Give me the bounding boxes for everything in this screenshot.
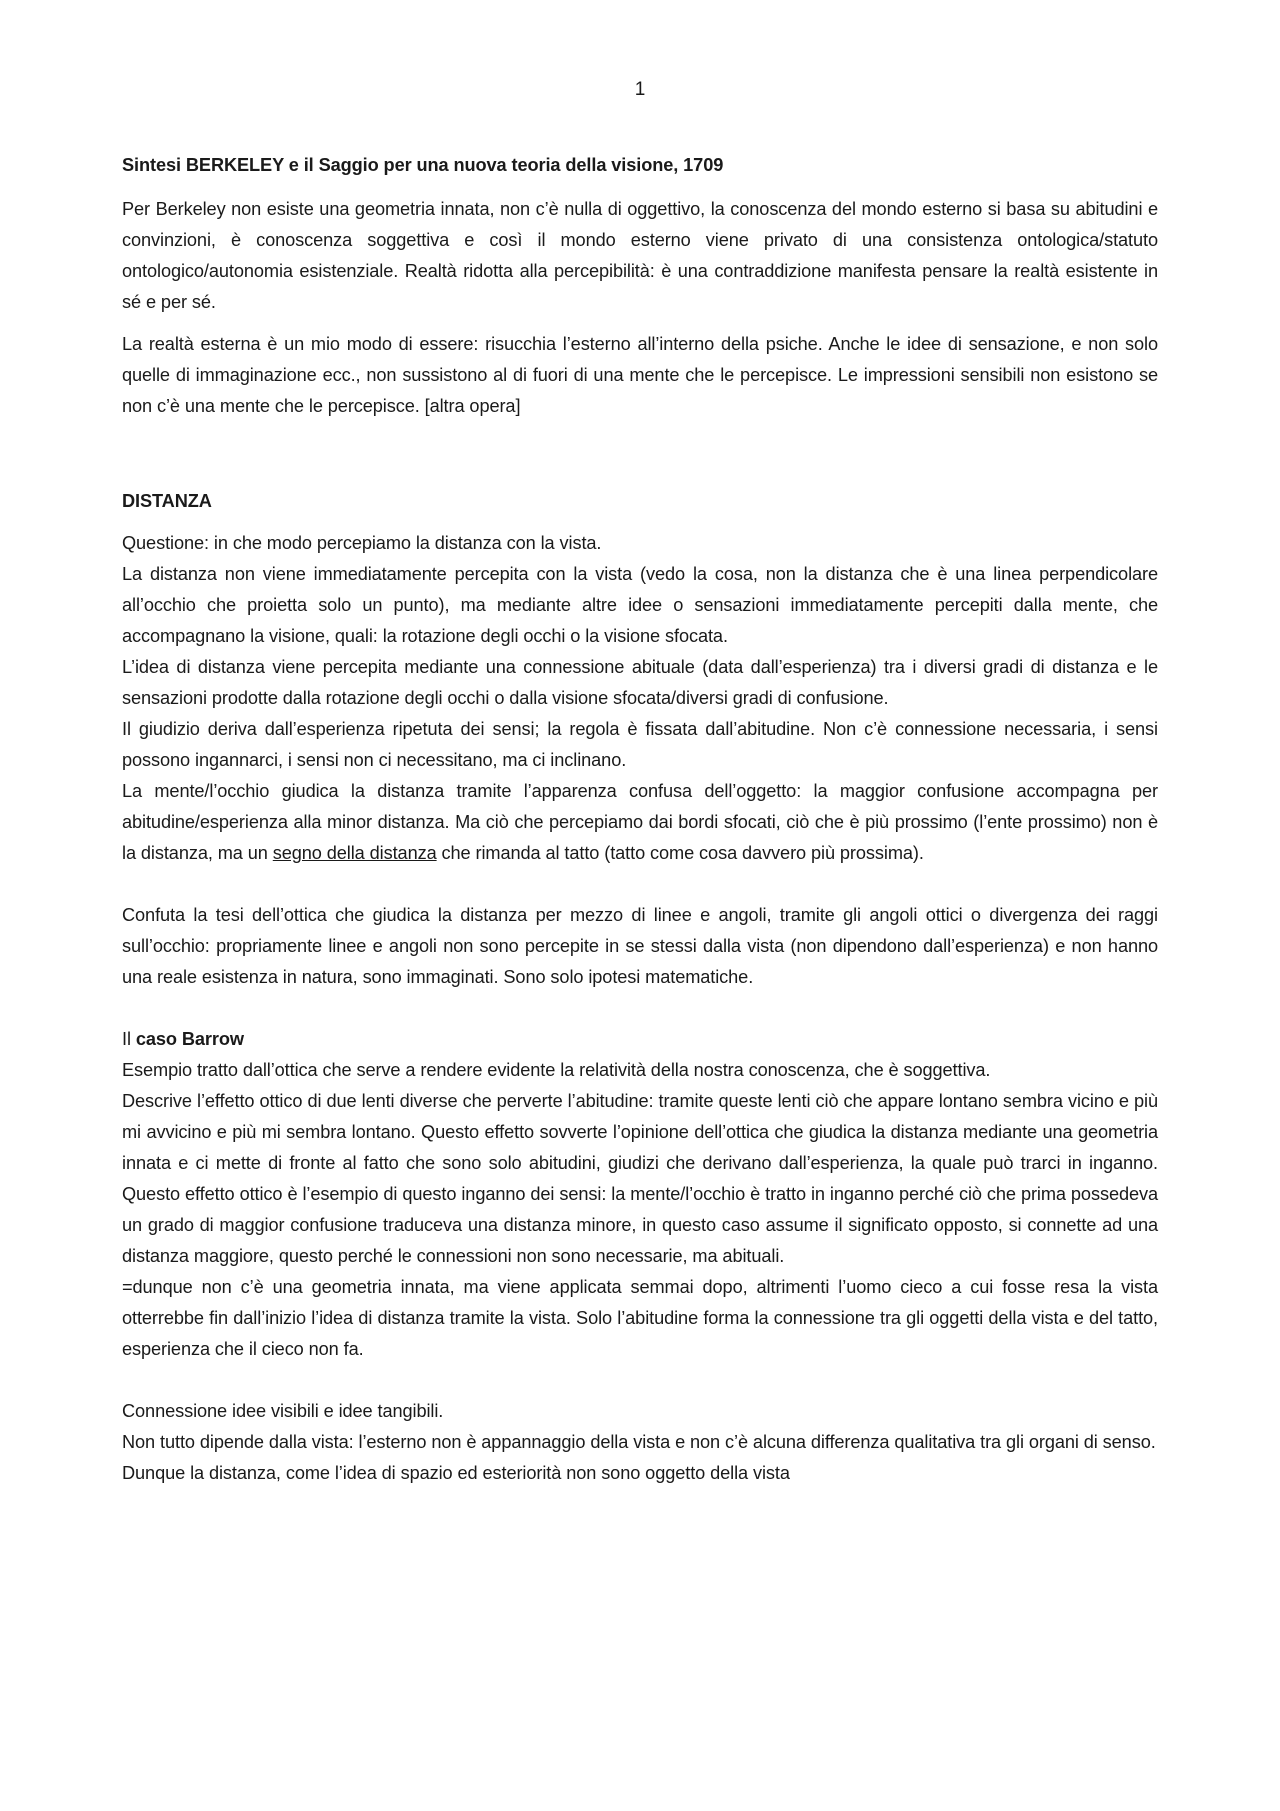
intro-paragraph-1: Per Berkeley non esiste una geometria innata, non c’è nulla di oggettivo, la conoscenza del mondo esterno si basa su abitudini e convinzioni, è conoscenza soggettiva e così il mondo esterno viene privato di una consistenza ontologica/statuto ontologico/autonomia esistenziale. Realtà ridotta alla percepibilità: è una contraddizione manifesta pensare la realtà esistente in sé e per sé. [122, 199, 1158, 312]
connessione-paragraph-1: Non tutto dipende dalla vista: l’esterno non è appannaggio della vista e non c’è alcuna differenza qualitativa tra gli organi di senso. Dunque la distanza, come l’idea di spazio ed esteriorità non sono oggetto della vista [122, 1432, 1156, 1483]
distanza-paragraph-3: Il giudizio deriva dall’esperienza ripetuta dei sensi; la regola è fissata dall’abitudine. Non c’è connessione necessaria, i sensi possono ingannarci, i sensi non ci necessitano, ma ci inclinano. [122, 719, 1158, 770]
distanza-paragraph-4-end: che rimanda al tatto (tatto come cosa davvero più prossima). [436, 843, 924, 863]
distanza-paragraph-4-text: La mente/l’occhio giudica la distanza tramite l’apparenza confusa dell’oggetto: la maggior confusione accompagna per abitudine/esperienza alla minor distanza. Ma ciò che percepiamo dai bordi sfocati, ciò che è più prossimo (l’ente prossimo) non è la distanza, ma un [122, 781, 1158, 863]
section-heading-connessione: Connessione idee visibili e idee tangibili. [122, 1401, 444, 1421]
page-number: 1 [634, 79, 646, 100]
distanza-question: Questione: in che modo percepiamo la distanza con la vista. [122, 533, 602, 553]
section-heading-distanza: DISTANZA [122, 491, 212, 511]
underlined-term: segno della distanza [272, 843, 437, 863]
barrow-paragraph-2: Descrive l’effetto ottico di due lenti diverse che perverte l’abitudine: tramite queste lenti ciò che appare lontano sembra vicino e più mi avvicino e più mi sembra lontano. Questo effetto sovverte l’opinione dell’ottica che giudica la distanza mediante una geometria innata e ci mette di fronte al fatto che sono solo abitudini, giudizi che derivano dall’esperienza, la quale può trarci in inganno. Questo effetto ottico è l’esempio di questo inganno dei sensi: la mente/l’occhio è tratto in inganno perché ciò che prima possedeva un grado di maggior confusione traduceva una distanza minore, in questo caso assume il significato opposto, si connette ad una distanza maggiore, questo perché le connessioni non sono necessarie, ma abituali. [122, 1091, 1158, 1266]
intro-paragraph-2: La realtà esterna è un mio modo di essere: risucchia l’esterno all’interno della psiche. Anche le idee di sensazione, e non solo quelle di immaginazione ecc., non sussistono al di fuori di una mente che le percepisce. Le impressioni sensibili non esistono se non c’è una mente che le percepisce. [altra opera] [122, 334, 1158, 416]
distanza-paragraph-1: La distanza non viene immediatamente percepita con la vista (vedo la cosa, non la distanza che è una linea perpendicolare all’occhio che proietta solo un punto), ma mediante altre idee o sensazioni immediatamente percepiti dalla mente, che accompagnano la visione, quali: la rotazione degli occhi o la visione sfocata. [122, 564, 1158, 646]
distanza-paragraph-4 [122, 776, 1158, 869]
document-body [122, 150, 1158, 1489]
distanza-paragraph-5: Confuta la tesi dell’ottica che giudica la distanza per mezzo di linee e angoli, tramite gli angoli ottici o divergenza dei raggi sull’occhio: propriamente linee e angoli non sono percepite in se stessi dalla vista (non dipendono dall’esperienza) e non hanno una reale esistenza in natura, sono immaginati. Sono solo ipotesi matematiche. [122, 905, 1158, 987]
barrow-paragraph-3: =dunque non c’è una geometria innata, ma viene applicata semmai dopo, altrimenti l’uomo cieco a cui fosse resa la vista otterrebbe fin dall’inizio l’idea di distanza tramite la vista. Solo l’abitudine forma la connessione tra gli oggetti della vista e del tatto, esperienza che il cieco non fa. [122, 1277, 1158, 1359]
document-title: Sintesi BERKELEY e il Saggio per una nuova teoria della visione, 1709 [122, 155, 724, 175]
distanza-paragraph-2: L’idea di distanza viene percepita mediante una connessione abituale (data dall’esperienza) tra i diversi gradi di distanza e le sensazioni prodotte dalla rotazione degli occhi o dalla visione sfocata/diversi gradi di confusione. [122, 657, 1158, 708]
section-heading-barrow [122, 1024, 1158, 1055]
barrow-heading-bold: caso Barrow [135, 1029, 244, 1049]
barrow-paragraph-1: Esempio tratto dall’ottica che serve a rendere evidente la relatività della nostra conoscenza, che è soggettiva. [122, 1060, 991, 1080]
barrow-heading-prefix: Il [122, 1029, 136, 1049]
